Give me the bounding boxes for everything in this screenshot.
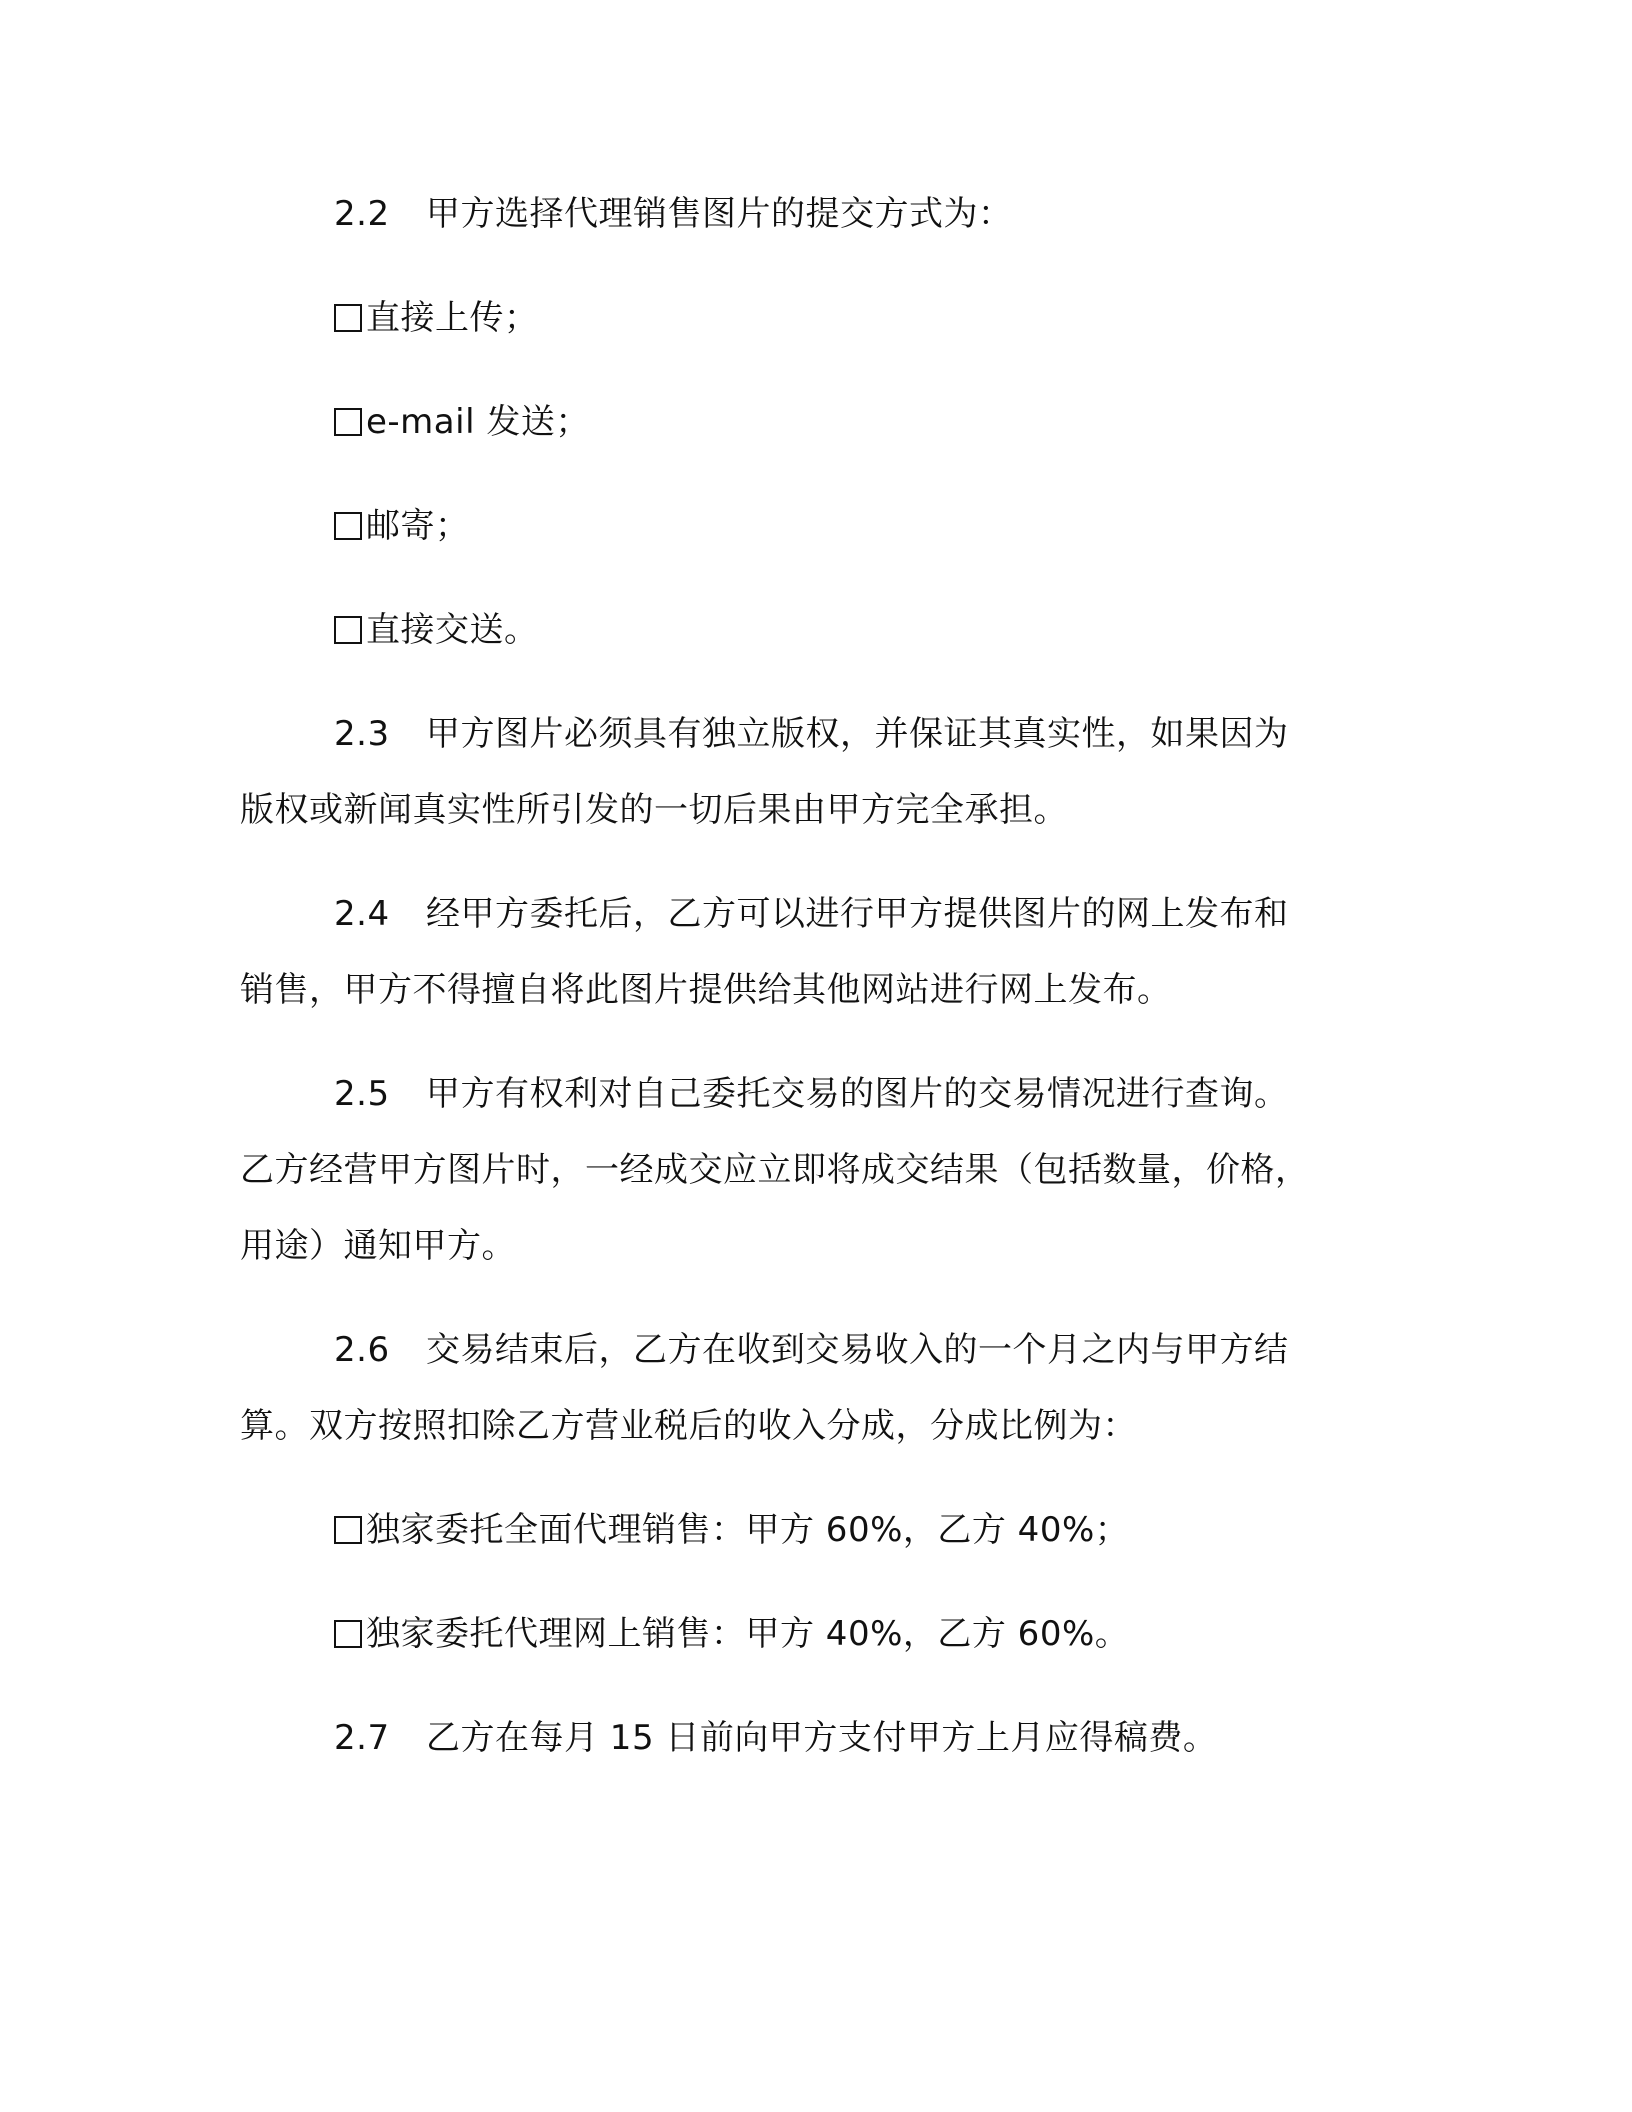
checkbox[interactable] xyxy=(334,304,362,332)
clause-2-7 xyxy=(334,1716,1217,1760)
clause-number: 2.7 xyxy=(334,1718,390,1758)
checkbox[interactable] xyxy=(334,1620,362,1648)
option-label: 直接交送。 xyxy=(366,610,539,650)
clause-number: 2.2 xyxy=(334,194,390,234)
clause-2-2 xyxy=(334,192,1013,236)
option-exclusive-full-agency xyxy=(334,1508,1129,1552)
checkbox[interactable] xyxy=(334,1516,362,1544)
option-exclusive-online-agency xyxy=(334,1612,1129,1656)
checkbox[interactable] xyxy=(334,408,362,436)
clause-2-6 xyxy=(334,1328,1289,1372)
clause-number: 2.5 xyxy=(334,1074,390,1114)
clause-2-3-continued xyxy=(240,788,1068,832)
clause-number: 2.6 xyxy=(334,1330,390,1370)
clause-2-5-continued-2 xyxy=(240,1224,516,1268)
clause-number: 2.3 xyxy=(334,714,390,754)
clause-text: 乙方经营甲方图片时，一经成交应立即将成交结果（包括数量，价格， xyxy=(240,1150,1310,1190)
option-label: 邮寄； xyxy=(366,506,470,546)
clause-2-4-continued xyxy=(240,968,1172,1012)
clause-text: 用途）通知甲方。 xyxy=(240,1226,516,1266)
clause-number: 2.4 xyxy=(334,894,390,934)
clause-2-5-continued xyxy=(240,1148,1310,1192)
option-mail xyxy=(334,504,470,548)
clause-text: 算。双方按照扣除乙方营业税后的收入分成，分成比例为： xyxy=(240,1406,1137,1446)
option-direct-delivery xyxy=(334,608,539,652)
option-direct-upload xyxy=(334,296,539,340)
checkbox[interactable] xyxy=(334,512,362,540)
clause-text: 版权或新闻真实性所引发的一切后果由甲方完全承担。 xyxy=(240,790,1068,830)
checkbox[interactable] xyxy=(334,616,362,644)
option-email xyxy=(334,400,590,444)
clause-text: 甲方选择代理销售图片的提交方式为： xyxy=(426,194,1013,234)
option-label: 独家委托全面代理销售：甲方 60%，乙方 40%； xyxy=(366,1510,1130,1550)
clause-2-6-continued xyxy=(240,1404,1137,1448)
clause-text: 销售，甲方不得擅自将此图片提供给其他网站进行网上发布。 xyxy=(240,970,1172,1010)
option-label: e-mail 发送； xyxy=(366,402,590,442)
clause-text: 甲方图片必须具有独立版权，并保证其真实性，如果因为 xyxy=(426,714,1289,754)
clause-2-3 xyxy=(334,712,1289,756)
clause-text: 甲方有权利对自己委托交易的图片的交易情况进行查询。 xyxy=(426,1074,1289,1114)
clause-text: 乙方在每月 15 日前向甲方支付甲方上月应得稿费。 xyxy=(426,1718,1218,1758)
clause-text: 经甲方委托后，乙方可以进行甲方提供图片的网上发布和 xyxy=(426,894,1289,934)
option-label: 直接上传； xyxy=(366,298,539,338)
clause-2-5 xyxy=(334,1072,1289,1116)
option-label: 独家委托代理网上销售：甲方 40%，乙方 60%。 xyxy=(366,1614,1130,1654)
clause-2-4 xyxy=(334,892,1289,936)
clause-text: 交易结束后，乙方在收到交易收入的一个月之内与甲方结 xyxy=(426,1330,1289,1370)
